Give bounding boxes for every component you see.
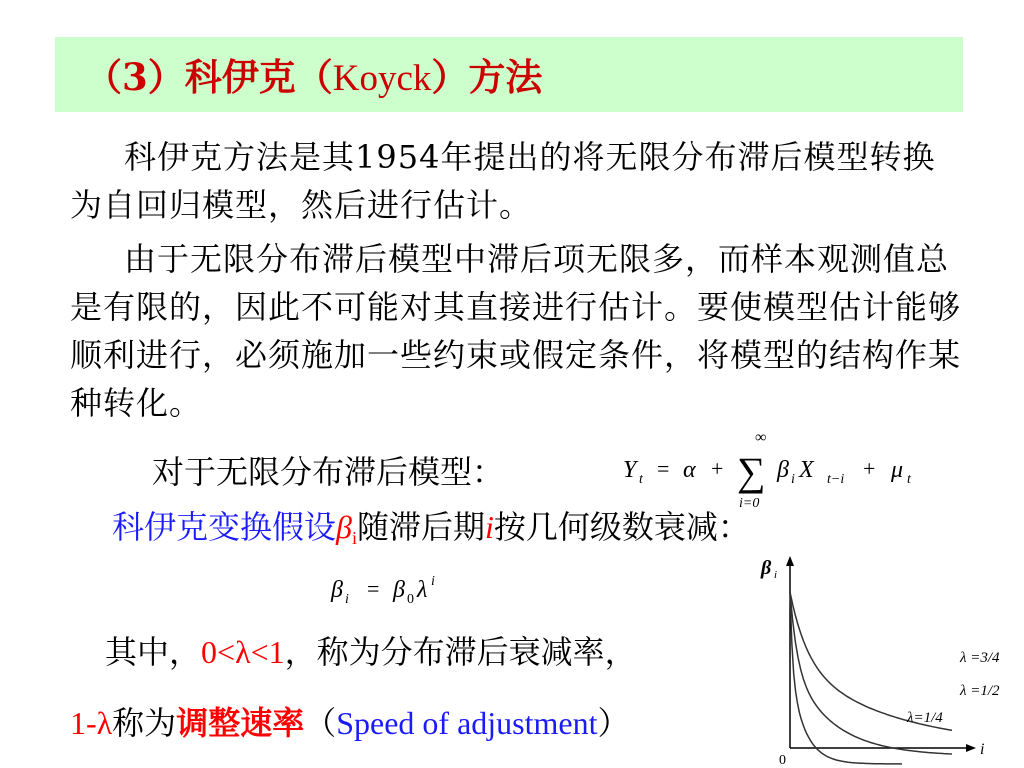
paragraph2-text: 由于无限分布滞后模型中滞后项无限多，而样本观测值总是有限的，因此不可能对其直接进行估计。要使模型估计能够顺利进行，必须施加一些约束或假定条件，将模型的结构作某种转化。 [70, 240, 962, 422]
formula2-lambda: λ [417, 577, 428, 603]
y-axis-label-sub: i [774, 569, 778, 581]
x-axis-label: i [980, 741, 985, 758]
speed-of-adjustment-en: Speed of adjustment [336, 705, 598, 741]
koyck-assumption-highlight: 科伊克变换假设 [112, 508, 337, 546]
decay-curve-2 [790, 592, 952, 754]
formula1-lower-limit: i=0 [739, 496, 760, 510]
y-axis-label: β [761, 557, 772, 579]
title-bar [55, 37, 963, 112]
formula2-rhs: β [393, 577, 405, 603]
formula1-mu: μ [891, 457, 904, 483]
formula1-beta: β [777, 457, 789, 483]
formula1-x: X [799, 457, 814, 483]
formula1-eq: = [657, 456, 670, 481]
adjustment-speed-definition [70, 698, 630, 744]
formula1-beta-sub: i [791, 472, 795, 487]
formula2-rhs-sub: 0 [407, 592, 414, 607]
page-title [85, 47, 542, 101]
formula-geometric-decay [325, 565, 475, 610]
curve-label-3: λ=1/4 [907, 710, 943, 726]
formula1-plus1: + [711, 456, 724, 481]
formula1-lhs-sub: t [639, 472, 643, 487]
origin-label: 0 [779, 753, 786, 768]
one-minus-lambda: 1-λ [70, 705, 113, 741]
paren-open: （ [304, 704, 337, 742]
title-suffix: ）方法 [431, 55, 543, 99]
formula1-sigma: ∑ [737, 449, 766, 494]
koyck-beta-sub: i [351, 528, 357, 548]
formula2-eq: = [367, 576, 380, 601]
y-axis-arrow [786, 556, 794, 566]
curve-label-2: λ =1/2 [960, 683, 1000, 699]
adj-term: 调整速率 [176, 704, 305, 742]
curve-label-1: λ =3/4 [960, 650, 1000, 666]
adj-text: 称为 [112, 704, 177, 742]
decay-curve-3 [790, 592, 902, 764]
geometric-decay-graph [755, 550, 1024, 768]
formula2-lhs: β [331, 577, 343, 603]
paragraph1-text: 科伊克方法是其1954年提出的将无限分布滞后模型转换为自回归模型，然后进行估计。 [70, 138, 936, 224]
formula1-plus2: + [863, 456, 876, 481]
koyck-beta: β [336, 509, 352, 545]
title-latin: Koyck [332, 58, 432, 99]
koyck-assumption [112, 502, 750, 549]
formula-infinite-lag-model [615, 425, 935, 510]
formula1-lhs: Y [623, 457, 637, 483]
decay-rate-definition [105, 627, 637, 673]
title-prefix: （3）科伊克（ [85, 55, 333, 99]
koyck-text2: 随滞后期 [356, 508, 485, 546]
formula1-mu-sub: t [907, 472, 911, 487]
formula2-lhs-sub: i [345, 592, 349, 607]
model-label: 对于无限分布滞后模型： [152, 453, 505, 491]
koyck-i: i [484, 509, 494, 545]
lambda-range: 0<λ<1 [201, 634, 285, 670]
x-axis-arrow [966, 744, 976, 752]
koyck-text3: 按几何级数衰减： [493, 508, 750, 546]
paren-close: ） [597, 704, 630, 742]
formula2-lambda-sup: i [431, 574, 435, 589]
formula1-upper-limit: ∞ [755, 429, 767, 446]
paragraph-constraints [70, 235, 970, 427]
formula1-alpha: α [683, 457, 696, 483]
paragraph-koyck-intro [70, 133, 960, 229]
where-suffix: ，称为分布滞后衰减率， [284, 633, 637, 671]
formula1-x-sub: t−i [827, 472, 845, 487]
where-prefix: 其中， [105, 633, 202, 671]
